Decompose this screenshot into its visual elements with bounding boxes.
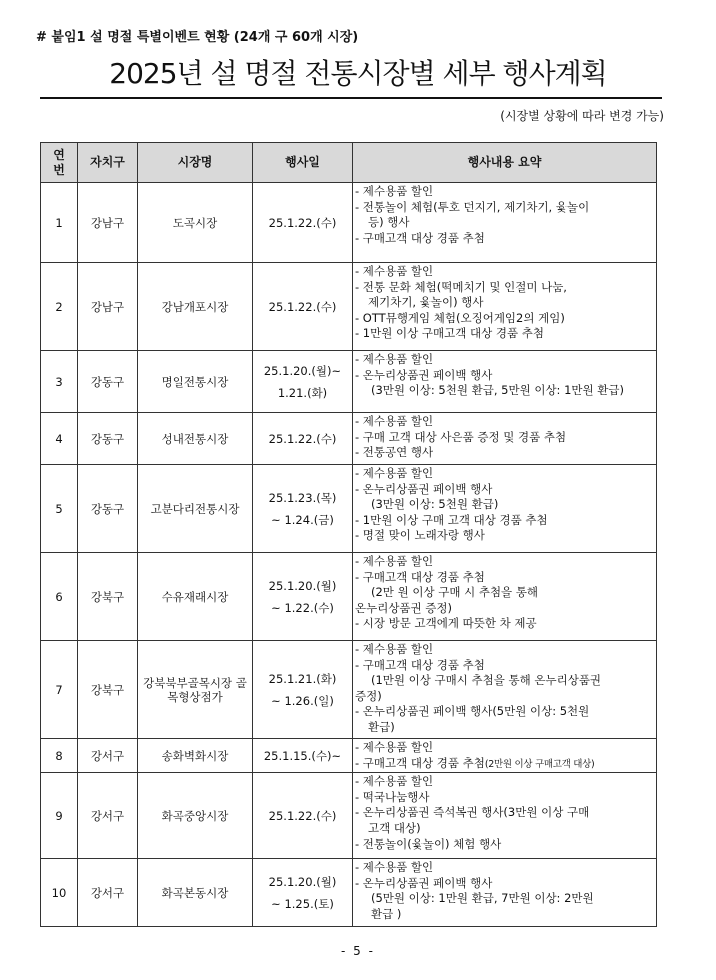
district-name: 강동구 [78,413,138,465]
table-row [41,183,657,263]
event-item [355,689,656,705]
event-item-text: (2만 원 이상 구매 시 추첨을 통해 [371,585,539,600]
event-item-text: (3만원 이상: 5천원 환급) [371,497,499,512]
event-item [355,231,656,247]
event-summary [353,465,657,553]
event-item [355,837,656,853]
event-dates [253,773,353,859]
event-date-line: ~ 1.26.(일) [271,693,334,708]
event-item-text: 증정) [355,688,382,703]
event-item-text: - 떡국나눔행사 [355,789,430,804]
event-item [355,756,656,773]
event-item [355,570,656,586]
event-item-text: - 구매고객 대상 경품 추첨 [355,569,485,584]
event-item [355,740,656,756]
event-item-text: - 제수용품 할인 [355,642,434,656]
district-name: 강북구 [78,553,138,641]
event-item-text: (1만원 이상 구매시 추첨을 통해 온누리상품권 [371,673,602,688]
event-item-text: - 구매 고객 대상 사은품 증정 및 경품 추첨 [355,429,567,444]
event-item [355,891,656,922]
event-item-text: - 구매고객 대상 경품 추첨 [355,230,485,245]
event-item [355,616,656,632]
event-item-text: - 온누리상품권 페이백 행사 [355,481,493,496]
event-plan-table [40,142,657,927]
event-item [355,513,656,529]
table-row [41,553,657,641]
event-item [355,805,656,836]
change-note: (시장별 상황에 따라 변경 가능) [500,109,664,123]
event-item [355,326,656,342]
event-summary [353,773,657,859]
event-item-text: - 전통놀이(윷놀이) 체험 행사 [355,836,502,851]
market-name: 화곡중앙시장 [138,773,253,859]
event-item-text: - 제수용품 할인 [355,860,434,875]
market-name: 화곡본동시장 [138,859,253,927]
event-item-text: - 전통놀이 체험(투호 던지기, 제기차기, 윷놀이 [355,199,590,214]
event-summary [353,183,657,263]
district-name: 강동구 [78,351,138,413]
event-summary [353,351,657,413]
table-row [41,351,657,413]
event-item-text: - 시장 방문 고객에게 따뜻한 차 제공 [355,616,537,631]
table-row [41,739,657,773]
event-item-text: - 제수용품 할인 [355,352,434,366]
event-item-text: - 제수용품 할인 [355,740,434,754]
event-item-text: - 제수용품 할인 [355,414,434,428]
district-name: 강서구 [78,859,138,927]
market-name: 성내전통시장 [138,413,253,465]
event-item [355,497,656,513]
event-item [355,482,656,498]
table-row [41,859,657,927]
event-summary [353,263,657,351]
event-item-text: - 제수용품 할인 [355,554,434,568]
col-header-dates: 행사일 [253,143,353,183]
event-item-text: - 구매고객 대상 경품 추첨 [355,755,485,770]
event-date-line: ~ 1.22.(수) [271,600,334,615]
table-row [41,263,657,351]
event-item [355,585,656,601]
event-item-text: 환급) [368,719,395,734]
row-number: 6 [41,553,78,641]
event-date-line: ~ 1.25.(토) [271,896,334,911]
event-item [355,264,656,280]
event-item [355,445,656,461]
event-item [355,311,656,327]
event-dates [253,183,353,263]
event-date-line: 25.1.20.(월)~ [263,363,342,378]
event-item [355,860,656,876]
event-item-text: - 1만원 이상 구매 고객 대상 경품 추첨 [355,512,548,527]
event-summary [353,739,657,773]
event-dates [253,553,353,641]
event-item [355,414,656,430]
event-dates [253,641,353,739]
event-item [355,774,656,790]
event-item [355,352,656,368]
event-item-text: (5만원 이상: 1만원 환급, 7만원 이상: 2만원 [371,891,594,906]
event-item [355,704,656,735]
event-item-text: - 온누리상품권 페이백 행사 [355,367,493,382]
event-item [355,280,656,311]
event-date-line: 25.1.20.(월) [268,578,337,593]
event-dates [253,739,353,773]
event-item-text: - 제수용품 할인 [355,466,434,480]
event-dates [253,413,353,465]
event-item-text: - 1만원 이상 구매고객 대상 경품 추첨 [355,326,544,341]
table-header-row [41,143,657,183]
event-item-text: 고객 대상) [368,820,421,835]
event-dates [253,859,353,927]
event-item-text: - 온누리상품권 즉석복권 행사(3만원 이상 구매 [355,805,590,820]
event-item-text: - 제수용품 할인 [355,264,434,278]
district-name: 강북구 [78,641,138,739]
event-item-text: - 명절 맞이 노래자랑 행사 [355,528,485,543]
table-body [41,183,657,927]
col-header-summary: 행사내용 요약 [353,143,657,183]
event-date-line: 25.1.22.(수) [268,431,337,446]
table-row [41,465,657,553]
row-number: 2 [41,263,78,351]
market-name: 강남개포시장 [138,263,253,351]
event-dates [253,465,353,553]
market-name: 수유재래시장 [138,553,253,641]
row-number: 4 [41,413,78,465]
event-item [355,790,656,806]
event-item [355,554,656,570]
event-date-line: ~ 1.24.(금) [271,512,334,527]
event-summary [353,413,657,465]
event-item-text: 온누리상품권 증정) [355,600,453,615]
event-item [355,368,656,384]
event-item [355,658,656,674]
event-date-line: 25.1.22.(수) [268,299,337,314]
event-item-text: (3만원 이상: 5천원 환급, 5만원 이상: 1만원 환급) [371,383,624,398]
event-item [355,673,656,689]
event-date-line: 25.1.15.(수)~ [263,748,342,763]
table-row [41,641,657,739]
table-row [41,773,657,859]
district-name: 강서구 [78,773,138,859]
event-date-line: 25.1.20.(월) [268,874,337,889]
event-item [355,601,656,617]
col-header-district: 자치구 [78,143,138,183]
row-number: 7 [41,641,78,739]
event-item [355,200,656,231]
event-item-text: - 전통 문화 체험(떡메치기 및 인절미 나눔, [355,279,567,294]
page-number: - 5 - [341,944,375,958]
district-name: 강남구 [78,183,138,263]
title-rule [40,97,662,99]
event-item [355,383,656,399]
event-item-text: - 제수용품 할인 [355,184,434,198]
event-item-text: 제기차기, 윷놀이) 행사 [368,295,484,310]
event-item-text: 환급 ) [371,906,402,921]
event-item [355,184,656,200]
event-item-text: - 온누리상품권 페이백 행사(5만원 이상: 5천원 [355,704,590,719]
market-name: 강북북부골목시장 골목형상점가 [138,641,253,739]
event-item-text: - 구매고객 대상 경품 추첨 [355,657,485,672]
district-name: 강남구 [78,263,138,351]
event-item-text: - 온누리상품권 페이백 행사 [355,875,493,890]
attachment-label: # 붙임1 설 명절 특별이벤트 현황 (24개 구 60개 시장) [36,30,359,45]
event-date-line: 25.1.22.(수) [268,215,337,230]
table-row [41,413,657,465]
market-name: 명일전통시장 [138,351,253,413]
col-header-no: 연번 [41,143,78,183]
district-name: 강서구 [78,739,138,773]
event-date-line: 25.1.23.(목) [268,490,337,505]
page-title: 2025년 설 명절 전통시장별 세부 행사계획 [109,57,607,90]
event-item [355,466,656,482]
event-item [355,876,656,892]
event-dates [253,351,353,413]
row-number: 8 [41,739,78,773]
event-dates [253,263,353,351]
row-number: 10 [41,859,78,927]
row-number: 1 [41,183,78,263]
event-item-text: - 전통공연 행사 [355,445,434,460]
event-date-line: 25.1.22.(수) [268,808,337,823]
row-number: 5 [41,465,78,553]
market-name: 송화벽화시장 [138,739,253,773]
event-summary [353,553,657,641]
market-name: 도곡시장 [138,183,253,263]
event-item-text: - OTT뮤행게임 체험(오징어게임2의 게임) [355,310,565,325]
row-number: 3 [41,351,78,413]
event-item [355,642,656,658]
event-item [355,430,656,446]
district-name: 강동구 [78,465,138,553]
event-date-line: 25.1.21.(화) [268,671,337,686]
col-header-market: 시장명 [138,143,253,183]
event-item [355,528,656,544]
event-item-text: - 제수용품 할인 [355,774,434,789]
event-summary [353,859,657,927]
event-item-text: (2만원 이상 구매고객 대상) [484,758,595,770]
market-name: 고분다리전통시장 [138,465,253,553]
row-number: 9 [41,773,78,859]
event-item-text: 등) 행사 [368,215,410,230]
event-date-line: 1.21.(화) [277,385,328,400]
event-summary [353,641,657,739]
